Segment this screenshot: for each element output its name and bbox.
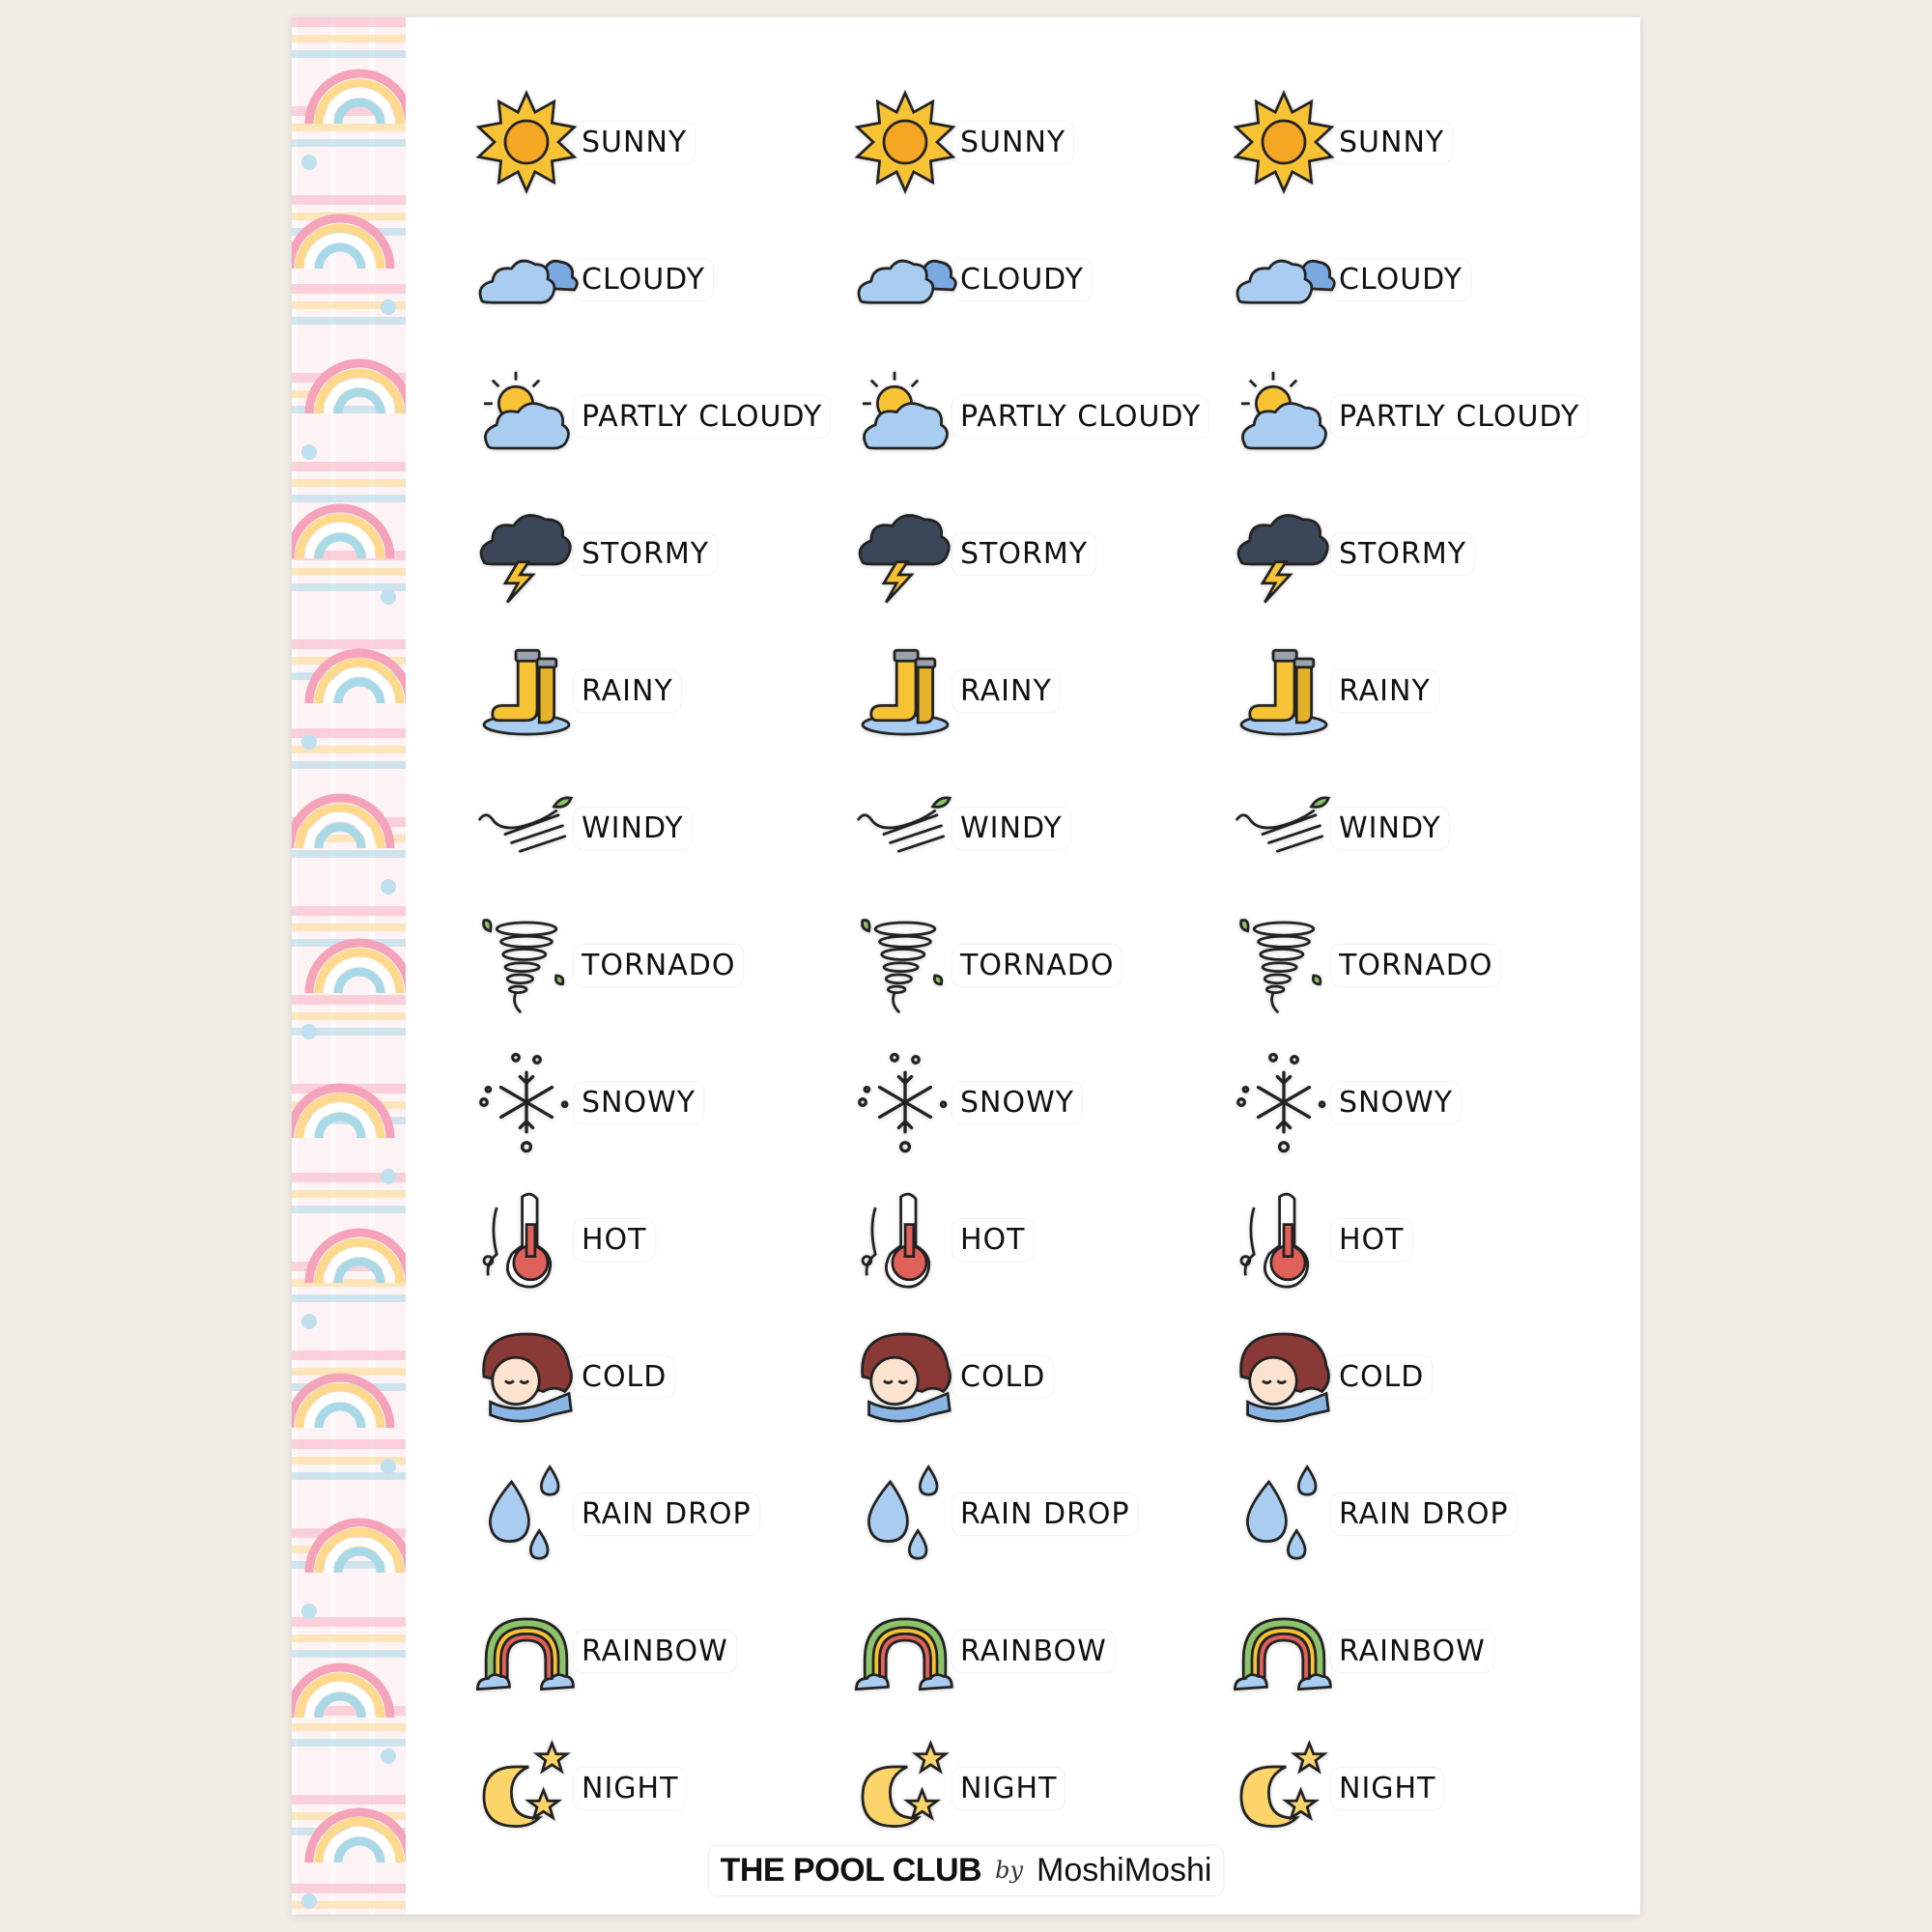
sticker-sunny xyxy=(473,73,852,211)
sticker-rain-drop xyxy=(1231,1445,1609,1582)
cold-girl-icon xyxy=(1231,1323,1337,1430)
snowflake-icon xyxy=(473,1049,580,1155)
sticker-label: TORNADO xyxy=(574,945,743,986)
raindrop-icon xyxy=(473,1461,580,1567)
sun-icon xyxy=(1231,89,1337,195)
sticker-label: HOT xyxy=(952,1219,1034,1261)
cloud-icon xyxy=(1231,226,1337,332)
sticker-hot xyxy=(852,1171,1231,1308)
sticker-cloudy xyxy=(473,211,852,348)
sticker-label: TORNADO xyxy=(1331,945,1500,986)
sticker-cold xyxy=(473,1308,852,1445)
sticker-label: PARTLY CLOUDY xyxy=(952,396,1208,438)
sticker-label: CLOUDY xyxy=(952,259,1092,300)
thermometer-icon xyxy=(473,1186,580,1293)
sticker-label: SUNNY xyxy=(1331,122,1452,163)
maker-name: MoshiMoshi xyxy=(1037,1851,1212,1889)
sticker-snowy xyxy=(1231,1034,1609,1171)
sticker-grid xyxy=(473,73,1609,1857)
sticker-label: SUNNY xyxy=(574,122,695,163)
footer xyxy=(292,1841,1640,1899)
rainbow-icon xyxy=(473,1598,580,1704)
rainbow-pattern-icon xyxy=(292,17,406,1915)
sticker-tornado xyxy=(473,896,852,1034)
moon-stars-icon xyxy=(473,1735,580,1841)
sticker-partly-cloudy xyxy=(473,348,852,485)
sticker-tornado xyxy=(1231,896,1609,1034)
sticker-label: RAINBOW xyxy=(952,1631,1115,1672)
sticker-label: WINDY xyxy=(574,808,692,849)
sticker-label: SNOWY xyxy=(1331,1082,1461,1123)
by-label: by xyxy=(995,1857,1024,1884)
rain-boot-icon xyxy=(852,638,958,744)
sticker-hot xyxy=(473,1171,852,1308)
sticker-label: CLOUDY xyxy=(574,259,713,300)
sticker-label: STORMY xyxy=(574,533,717,575)
sticker-label: STORMY xyxy=(952,533,1095,575)
sticker-rainbow xyxy=(1231,1582,1609,1719)
sticker-sunny xyxy=(1231,73,1609,211)
sticker-sheet xyxy=(292,17,1640,1915)
sticker-hot xyxy=(1231,1171,1609,1308)
sticker-label: RAINY xyxy=(1331,670,1438,712)
cold-girl-icon xyxy=(473,1323,580,1430)
raindrop-icon xyxy=(1231,1461,1337,1567)
sticker-stormy xyxy=(1231,485,1609,622)
partly-cloudy-icon xyxy=(1231,363,1337,469)
sticker-cold xyxy=(852,1308,1231,1445)
sticker-label: WINDY xyxy=(952,808,1070,849)
partly-cloudy-icon xyxy=(473,363,580,469)
raindrop-icon xyxy=(852,1461,958,1567)
sticker-label: RAINBOW xyxy=(574,1631,736,1672)
sticker-stormy xyxy=(852,485,1231,622)
rainbow-pattern-strip xyxy=(292,17,406,1915)
partly-cloudy-icon xyxy=(852,363,958,469)
sticker-label: NIGHT xyxy=(952,1768,1065,1809)
sticker-label: RAIN DROP xyxy=(952,1493,1138,1535)
sticker-night xyxy=(852,1719,1231,1857)
sticker-label: SNOWY xyxy=(574,1082,703,1123)
sticker-rainbow xyxy=(852,1582,1231,1719)
sticker-label: STORMY xyxy=(1331,533,1474,575)
sticker-cold xyxy=(1231,1308,1609,1445)
rainbow-icon xyxy=(1231,1598,1337,1704)
rainbow-icon xyxy=(852,1598,958,1704)
sticker-partly-cloudy xyxy=(1231,348,1609,485)
wind-icon xyxy=(473,775,580,881)
sticker-label: PARTLY CLOUDY xyxy=(1331,396,1587,438)
sticker-label: SNOWY xyxy=(952,1082,1082,1123)
thermometer-icon xyxy=(1231,1186,1337,1293)
sticker-partly-cloudy xyxy=(852,348,1231,485)
sticker-label: RAINBOW xyxy=(1331,1631,1493,1672)
snowflake-icon xyxy=(1231,1049,1337,1155)
thermometer-icon xyxy=(852,1186,958,1293)
cloud-icon xyxy=(852,226,958,332)
sticker-label: TORNADO xyxy=(952,945,1122,986)
sticker-label: RAINY xyxy=(574,670,681,712)
sun-icon xyxy=(473,89,580,195)
sun-icon xyxy=(852,89,958,195)
tornado-icon xyxy=(1231,912,1337,1018)
storm-cloud-icon xyxy=(1231,500,1337,607)
rain-boot-icon xyxy=(473,638,580,744)
sticker-label: RAIN DROP xyxy=(1331,1493,1517,1535)
sticker-night xyxy=(473,1719,852,1857)
sticker-rainy xyxy=(852,622,1231,759)
sticker-label: NIGHT xyxy=(1331,1768,1443,1809)
sticker-rainbow xyxy=(473,1582,852,1719)
brand-name: THE POOL CLUB xyxy=(720,1851,982,1889)
sticker-windy xyxy=(473,759,852,896)
sticker-label: RAINY xyxy=(952,670,1060,712)
cloud-icon xyxy=(473,226,580,332)
sticker-label: COLD xyxy=(952,1356,1053,1398)
sticker-label: NIGHT xyxy=(574,1768,686,1809)
sticker-label: COLD xyxy=(1331,1356,1432,1398)
sticker-label: RAIN DROP xyxy=(574,1493,759,1535)
cold-girl-icon xyxy=(852,1323,958,1430)
sticker-night xyxy=(1231,1719,1609,1857)
footer-badge xyxy=(709,1846,1224,1895)
sticker-tornado xyxy=(852,896,1231,1034)
sticker-rainy xyxy=(473,622,852,759)
snowflake-icon xyxy=(852,1049,958,1155)
rain-boot-icon xyxy=(1231,638,1337,744)
sticker-label: PARTLY CLOUDY xyxy=(574,396,830,438)
wind-icon xyxy=(1231,775,1337,881)
sticker-snowy xyxy=(852,1034,1231,1171)
storm-cloud-icon xyxy=(473,500,580,607)
tornado-icon xyxy=(473,912,580,1018)
sticker-snowy xyxy=(473,1034,852,1171)
sticker-cloudy xyxy=(1231,211,1609,348)
wind-icon xyxy=(852,775,958,881)
tornado-icon xyxy=(852,912,958,1018)
sticker-label: COLD xyxy=(574,1356,674,1398)
sticker-windy xyxy=(1231,759,1609,896)
sticker-rain-drop xyxy=(852,1445,1231,1582)
sticker-windy xyxy=(852,759,1231,896)
sticker-rainy xyxy=(1231,622,1609,759)
sticker-label: HOT xyxy=(1331,1219,1412,1261)
moon-stars-icon xyxy=(1231,1735,1337,1841)
sticker-label: HOT xyxy=(574,1219,655,1261)
sticker-cloudy xyxy=(852,211,1231,348)
storm-cloud-icon xyxy=(852,500,958,607)
sticker-label: SUNNY xyxy=(952,122,1073,163)
sticker-label: CLOUDY xyxy=(1331,259,1470,300)
sticker-sunny xyxy=(852,73,1231,211)
sticker-label: WINDY xyxy=(1331,808,1449,849)
sticker-stormy xyxy=(473,485,852,622)
sticker-rain-drop xyxy=(473,1445,852,1582)
moon-stars-icon xyxy=(852,1735,958,1841)
